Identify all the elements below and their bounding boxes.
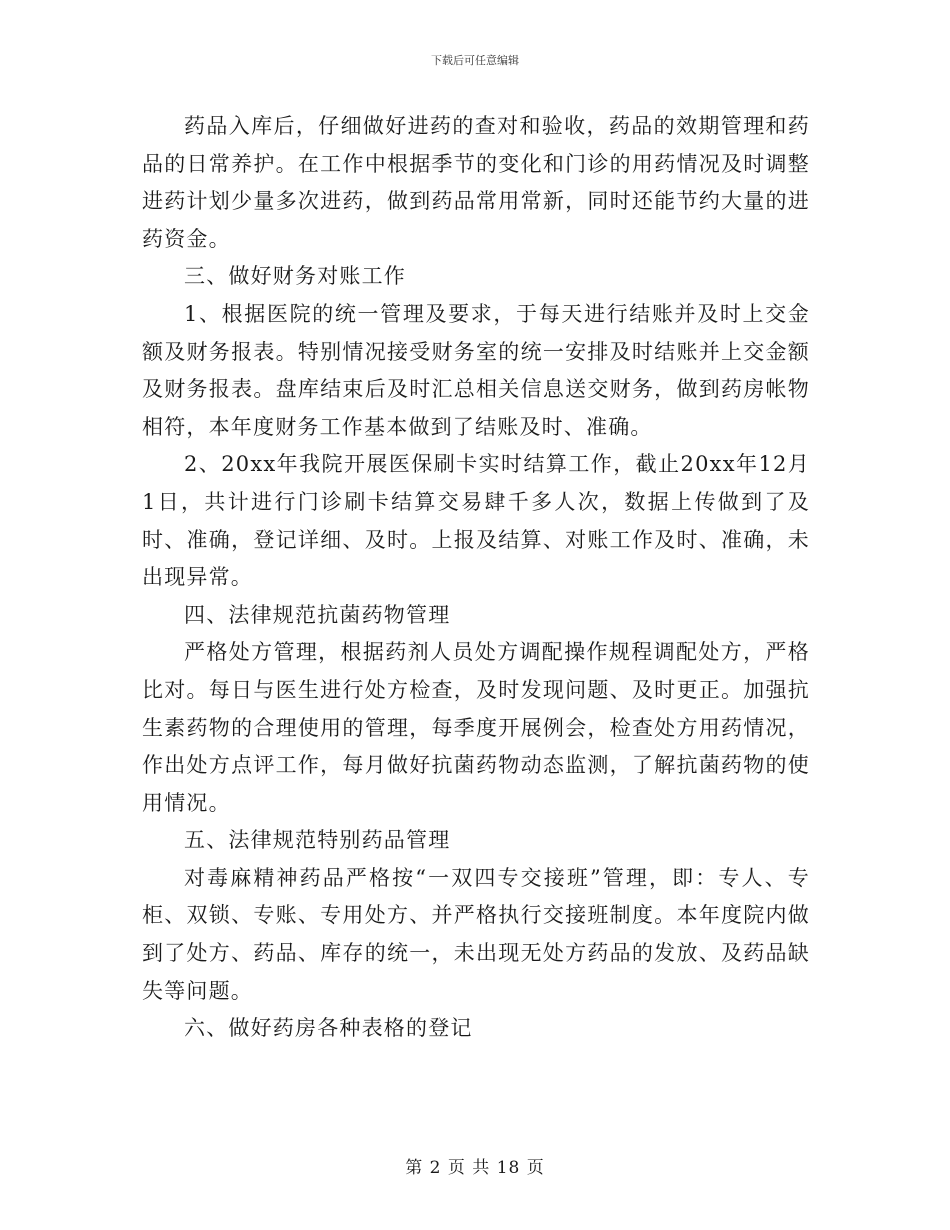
page-header-note: 下载后可任意编辑 xyxy=(431,54,519,67)
section-heading-forms: 六、做好药房各种表格的登记 xyxy=(184,1016,473,1041)
paragraph-antibiotics: 严格处方管理，根据药剂人员处方调配操作规程调配处方，严格比对。每日与医生进行处方检查，及时发现问题、及时更正。加强抗生素药物的合理使用的管理，每季度开展例会，检查处方用药情况，作出处方点评工作，每月做好抗菌药物动态监测，了解抗菌药物的使用情况。 xyxy=(142,640,810,815)
document-body xyxy=(142,108,810,1048)
paragraph-finance-2: 2、20xx年我院开展医保刷卡实时结算工作，截止20xx年12月1日，共计进行门诊刷卡结算交易肆千多人次，数据上传做到了及时、准确，登记详细、及时。上报及结算、对账工作及时、准确，未出现异常。 xyxy=(142,452,810,590)
paragraph-drug-storage: 药品入库后，仔细做好进药的查对和验收，药品的效期管理和药品的日常养护。在工作中根据季节的变化和门诊的用药情况及时调整进药计划少量多次进药，做到药品常用常新，同时还能节约大量的进药资金。 xyxy=(142,114,810,251)
paragraph-special-drugs: 对毒麻精神药品严格按“一双四专交接班”管理，即：专人、专柜、双锁、专账、专用处方、并严格执行交接班制度。本年度院内做到了处方、药品、库存的统一，未出现无处方药品的发放、及药品缺失等问题。 xyxy=(142,865,810,1003)
section-heading-special-drugs: 五、法律规范特别药品管理 xyxy=(184,828,451,853)
section-heading-antibiotics: 四、法律规范抗菌药物管理 xyxy=(184,602,451,627)
paragraph-finance-1: 1、根据医院的统一管理及要求，于每天进行结账并及时上交金额及财务报表。特别情况接受财务室的统一安排及时结账并上交金额及财务报表。盘库结束后及时汇总相关信息送交财务，做到药房帐物相符，本年度财务工作基本做到了结账及时、准确。 xyxy=(142,301,810,439)
section-heading-finance: 三、做好财务对账工作 xyxy=(184,264,406,289)
page-number: 第 2 页 共 18 页 xyxy=(405,1158,545,1178)
